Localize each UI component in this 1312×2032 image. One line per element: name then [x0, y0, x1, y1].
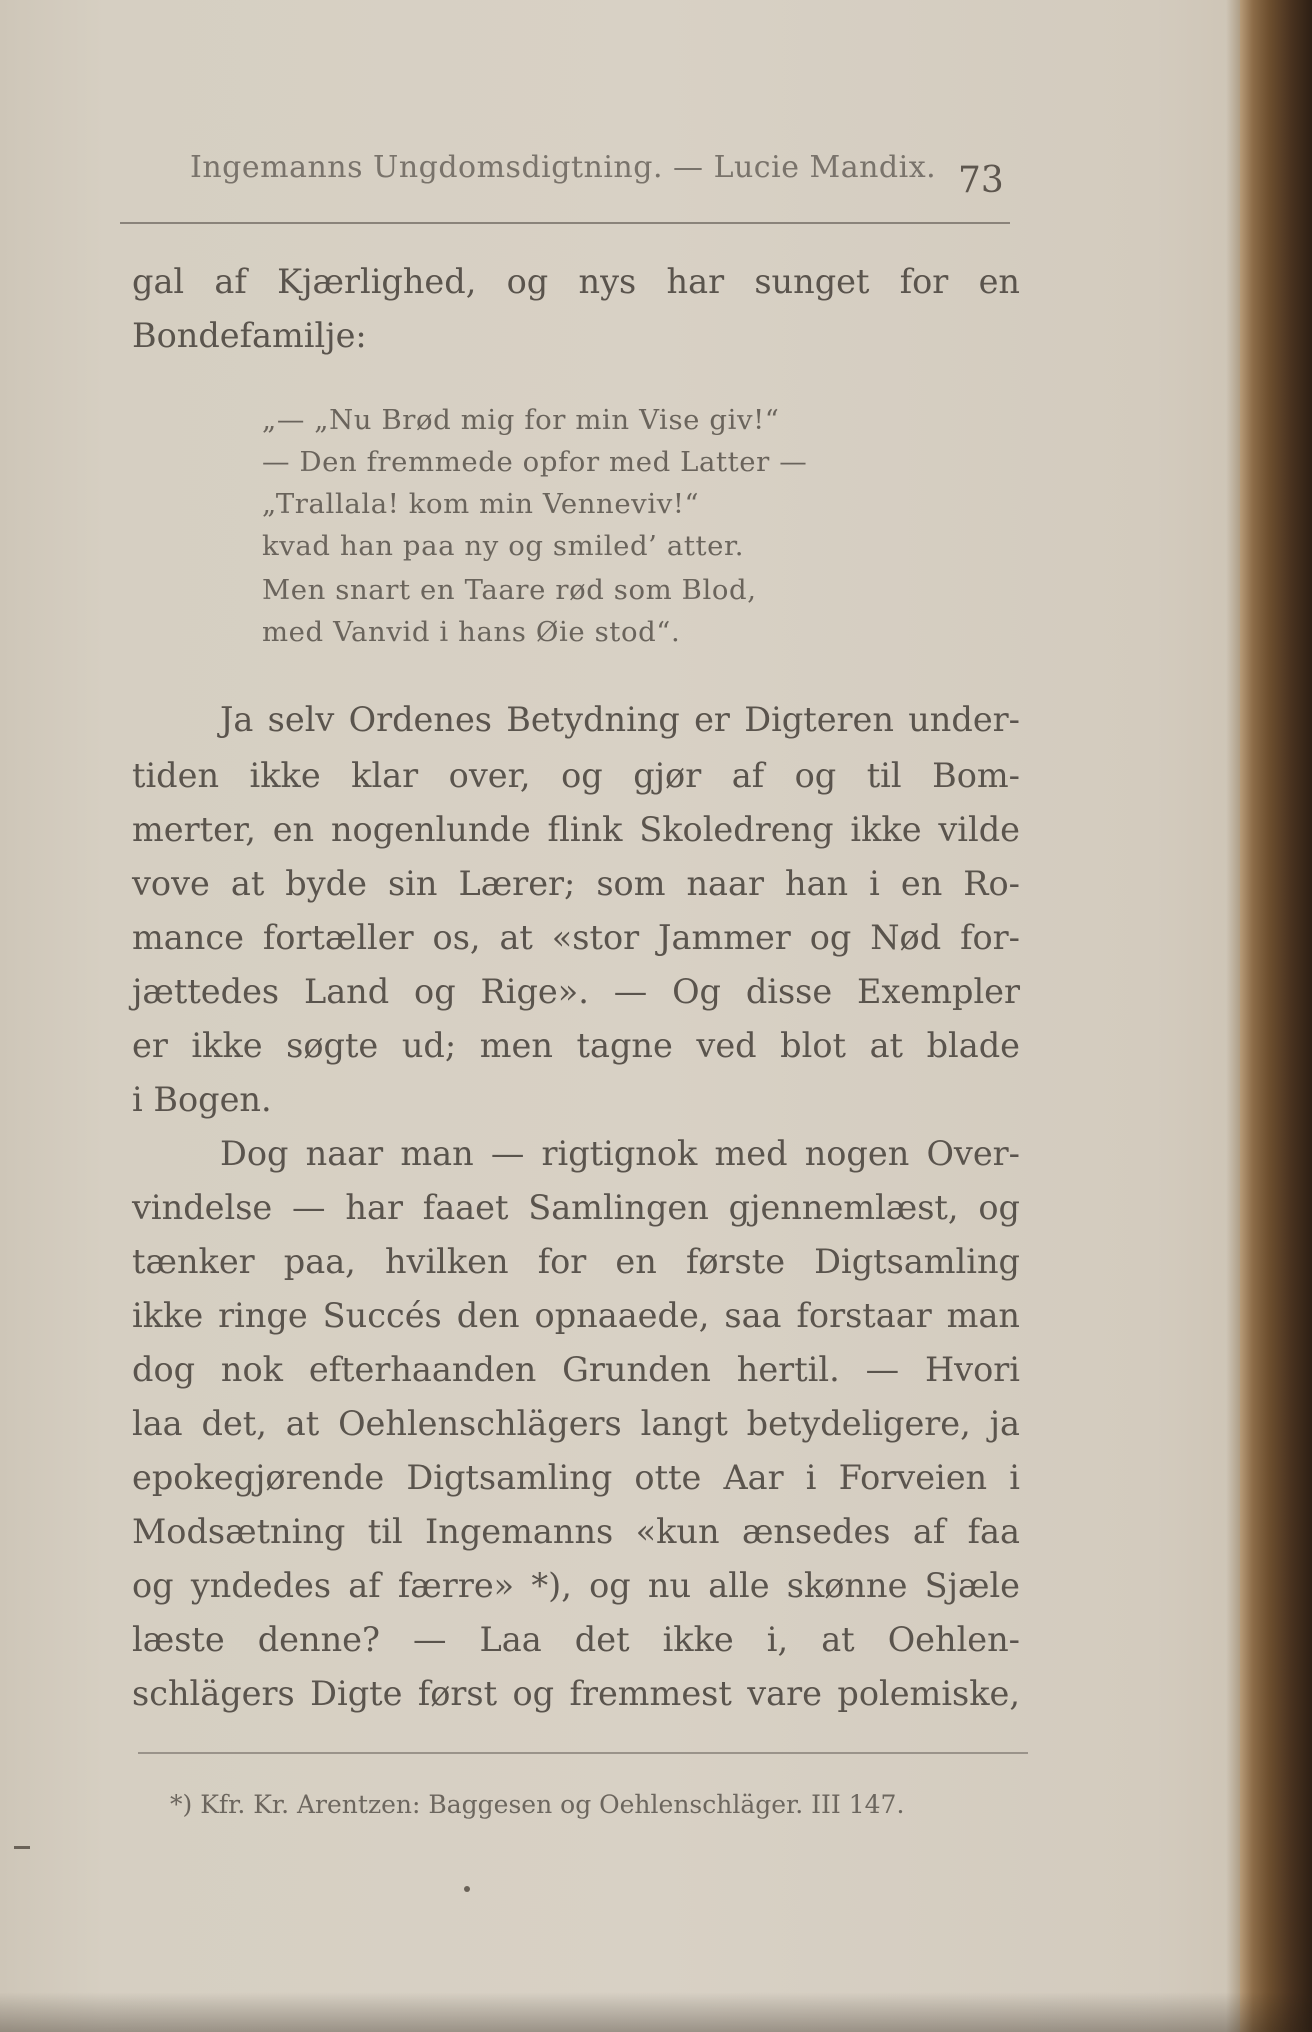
text-line: er ikke søgte ud; men tagne ved blot at blade: [132, 1026, 1020, 1065]
verse-line: — Den fremmede opfor med Latter —: [262, 446, 808, 478]
footnote-rule: [138, 1752, 1028, 1754]
page-number: 73: [958, 160, 1004, 201]
text-line: epokegjørende Digtsamling otte Aar i Forveien i: [132, 1458, 1020, 1497]
verse-line: „Trallala! kom min Venneviv!“: [262, 488, 700, 520]
text-line: merter, en nogenlunde flink Skoledreng ikke vilde: [132, 810, 1020, 849]
text-line: i Bogen.: [132, 1080, 272, 1119]
text-line: og yndedes af færre» *), og nu alle skønne Sjæle: [132, 1566, 1020, 1605]
text-line: jættedes Land og Rige». — Og disse Exempler: [132, 972, 1020, 1011]
verse-line: med Vanvid i hans Øie stod“.: [262, 616, 681, 648]
book-binding: [1240, 0, 1312, 2032]
text-line: Bondefamilje:: [132, 316, 367, 355]
page-gutter-shadow: [1226, 0, 1240, 2032]
text-line: læste denne? — Laa det ikke i, at Oehlen-: [132, 1620, 1020, 1659]
text-line: schlägers Digte først og fremmest vare polemiske,: [132, 1674, 1020, 1713]
text-line: dog nok efterhaanden Grunden hertil. — Hvori: [132, 1350, 1020, 1389]
text-line: Ja selv Ordenes Betydning er Digteren under-: [220, 700, 1020, 739]
page-bottom-shadow: [0, 1992, 1312, 2032]
text-line: tænker paa, hvilken for en første Digtsamling: [132, 1242, 1020, 1281]
text-line: mance fortæller os, at «stor Jammer og Nød for-: [132, 918, 1020, 957]
footnote: *) Kfr. Kr. Arentzen: Baggesen og Oehlenschläger. III 147.: [170, 1790, 905, 1819]
running-title: Ingemanns Ungdomsdigtning. — Lucie Mandix.: [190, 150, 937, 185]
ink-dot: [464, 1886, 470, 1892]
margin-mark: [14, 1846, 30, 1849]
text-line: Dog naar man — rigtignok med nogen Over-: [220, 1134, 1020, 1173]
text-line: vove at byde sin Lærer; som naar han i en Ro-: [132, 864, 1020, 903]
verse-line: kvad han paa ny og smiled’ atter.: [262, 530, 745, 562]
verse-line: „— „Nu Brød mig for min Vise giv!“: [262, 404, 780, 436]
text-line: gal af Kjærlighed, og nys har sunget for en: [132, 262, 1020, 301]
text-line: Modsætning til Ingemanns «kun ænsedes af faa: [132, 1512, 1020, 1551]
text-line: vindelse — har faaet Samlingen gjennemlæst, og: [132, 1188, 1020, 1227]
text-line: tiden ikke klar over, og gjør af og til Bom-: [132, 756, 1020, 795]
text-line: ikke ringe Succés den opnaaede, saa forstaar man: [132, 1296, 1020, 1335]
verse-line: Men snart en Taare rød som Blod,: [262, 574, 757, 606]
header-rule: [120, 222, 1010, 224]
text-line: laa det, at Oehlenschlägers langt betydeligere, ja: [132, 1404, 1020, 1443]
